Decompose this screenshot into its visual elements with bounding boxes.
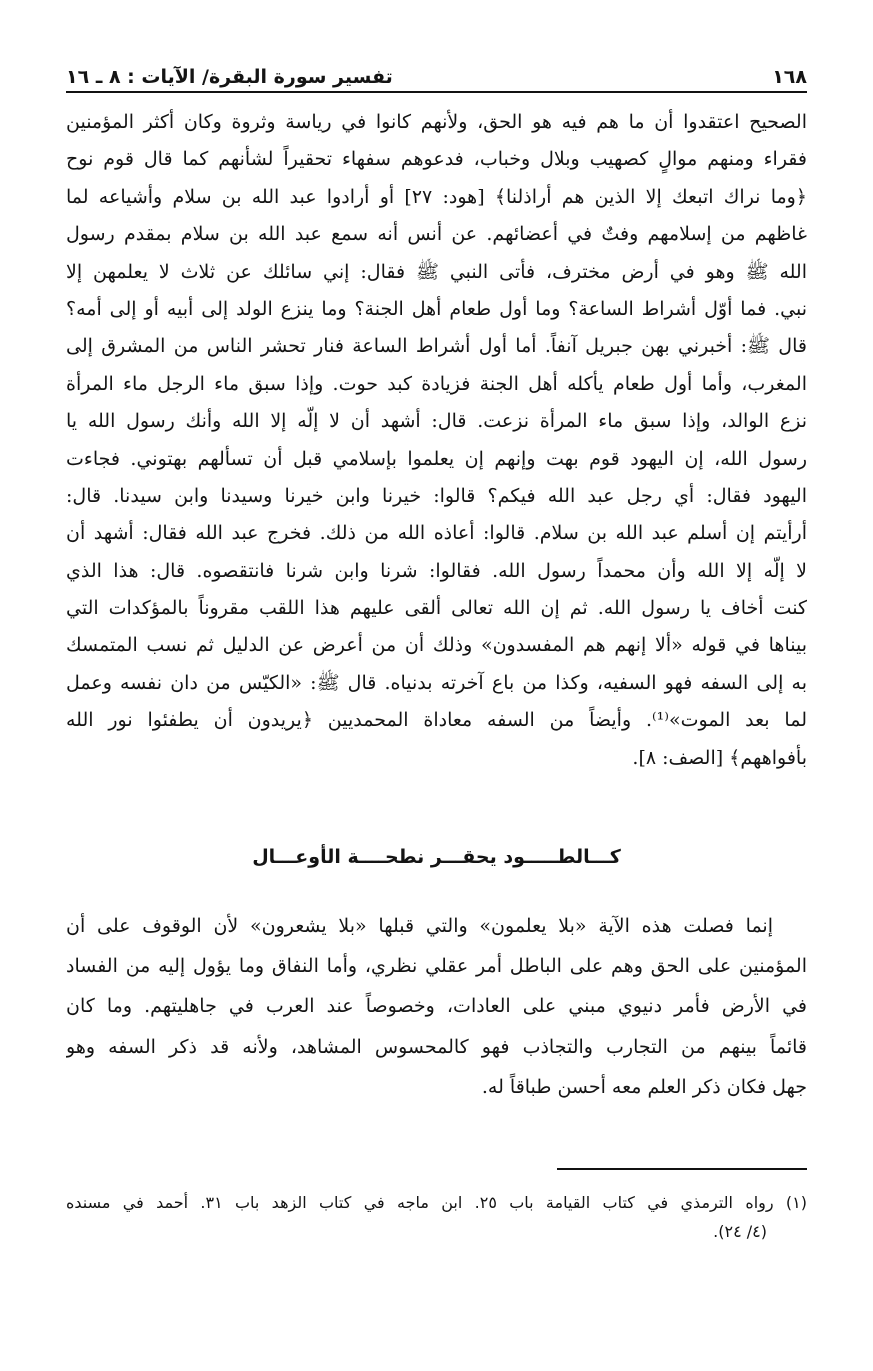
main-text — [66, 104, 807, 777]
text-line: اليهود فقال: أي رجل عبد الله فيكم؟ قالوا: خيرنا وابن خيرنا وسيدنا وابن سيدنا. قال: — [66, 484, 807, 507]
text-line: كنت أخاف يا رسول الله. ثم إن الله تعالى ألقى عليهم هذا اللقب مقروناً بالمؤكدات التي — [66, 597, 807, 620]
text-line: نبي. فما أوّل أشراط الساعة؟ وما أول طعام أهل الجنة؟ وما ينزع الولد إلى أبيه أو إلى أمه؟ — [66, 297, 807, 320]
text-line: المؤمنين على الحق وهم على الباطل أمر عقلي نظري، وأما النفاق وما يؤول إليه من الفساد — [66, 955, 807, 978]
text-line: جهل فكان ذكر العلم معه أحسن طباقاً له. — [481, 1075, 807, 1098]
text-line: بأفواههم﴾ [الصف: ٨]. — [632, 746, 807, 769]
text-line: المغرب، وأما أول طعام يأكله أهل الجنة فزيادة كبد حوت. وإذا سبق ماء الرجل ماء المرأة — [66, 372, 807, 395]
text-line: به إلى السفه فهو السفيه، وكذا من باع آخرته بدنياه. قال ﷺ: «الكيّس من دان نفسه وعمل — [66, 671, 807, 694]
text-line: أرأيتم إن أسلم عبد الله بن سلام. قالوا: أعاذه الله من ذلك. فخرج عبد الله فقال: أشهد أن — [66, 522, 807, 545]
text-line: قائماً بينهم من التجارب والتجاذب فهو كالمحسوس المشاهد، ولأنه قد ذكر السفه وهو — [66, 1035, 807, 1058]
text-line: لا إلّه إلا الله وأن محمداً رسول الله. فقالوا: شرنا وابن شرنا فانتقصوه. قال: هذا الذي — [66, 559, 807, 582]
text-line: بيناها في قوله «ألا إنهم هم المفسدون» وذلك أن من أعرض عن الدليل ثم نسب المتمسك — [66, 634, 807, 657]
page-number: ١٦٨ — [772, 66, 807, 88]
footnote — [66, 1188, 807, 1246]
text-line: في الأرض فأمر دنيوي مبني على العادات، وخصوصاً عند العرب في جاهليتهم. وما كان — [66, 995, 807, 1018]
footnote-separator — [557, 1168, 807, 1170]
text-line: غاظهم من إسلامهم وفتٌ في أعضائهم. عن أنس أنه سمع عبد الله بن سلام بمقدم رسول — [66, 223, 807, 246]
running-head — [66, 58, 807, 88]
text-line: إنما فصلت هذه الآية «بلا يعلمون» والتي قبلها «بلا يشعرون» لأن الوقوف على أن — [66, 915, 773, 937]
second-paragraph — [66, 906, 807, 1107]
text-line: رسول الله، إن اليهود قوم بهت وإنهم إن يعلموا بإسلامي قبل أن تسألهم بهتوني. فجاءت — [66, 447, 807, 470]
running-title: تفسير سورة البقرة/ الآيات : ٨ ـ ١٦ — [66, 66, 393, 88]
text-line: الله ﷺ وهو في أرض مخترف، فأتى النبي ﷺ فقال: إني سائلك عن ثلاث لا يعلمهن إلا — [66, 260, 807, 283]
text-line: الصحيح اعتقدوا أن ما هم فيه هو الحق، ولأنهم كانوا في رياسة وثروة وكان أكثر المؤمنين — [66, 111, 807, 133]
text-line: نزع الوالد، وإذا سبق ماء المرأة نزعت. قال: أشهد أن لا إلّه إلا الله وأنك رسول الله يا — [66, 410, 807, 433]
text-line: فقراء ومنهم موالٍ كصهيب وبلال وخباب، فدعوهم سفهاء تحقيراً لشأنهم كما قال قوم نوح — [66, 148, 807, 171]
text-line: ﴿وما نراك اتبعك إلا الذين هم أراذلنا﴾ [هود: ٢٧] أو أرادوا عبد الله بن سلام وأشياعه لما — [66, 185, 807, 208]
text-line: لما بعد الموت»⁽¹⁾. وأيضاً من السفه معاداة المحمديين ﴿يريدون أن يطفئوا نور الله — [66, 709, 807, 732]
section-heading: كـــالطـــــود يحقـــر نطحــــة الأوعـــال — [252, 846, 621, 868]
header-rule — [66, 91, 807, 93]
text-line: قال ﷺ: أخبرني بهن جبريل آنفاً. أما أول أشراط الساعة فنار تحشر الناس من المشرق إلى — [66, 335, 807, 358]
footnote-line: (١) رواه الترمذي في كتاب القيامة باب ٢٥. ابن ماجه في كتاب الزهد باب ٣١. أحمد في مسنده — [66, 1193, 807, 1212]
footnote-line: (٤/ ٢٤). — [713, 1222, 767, 1241]
